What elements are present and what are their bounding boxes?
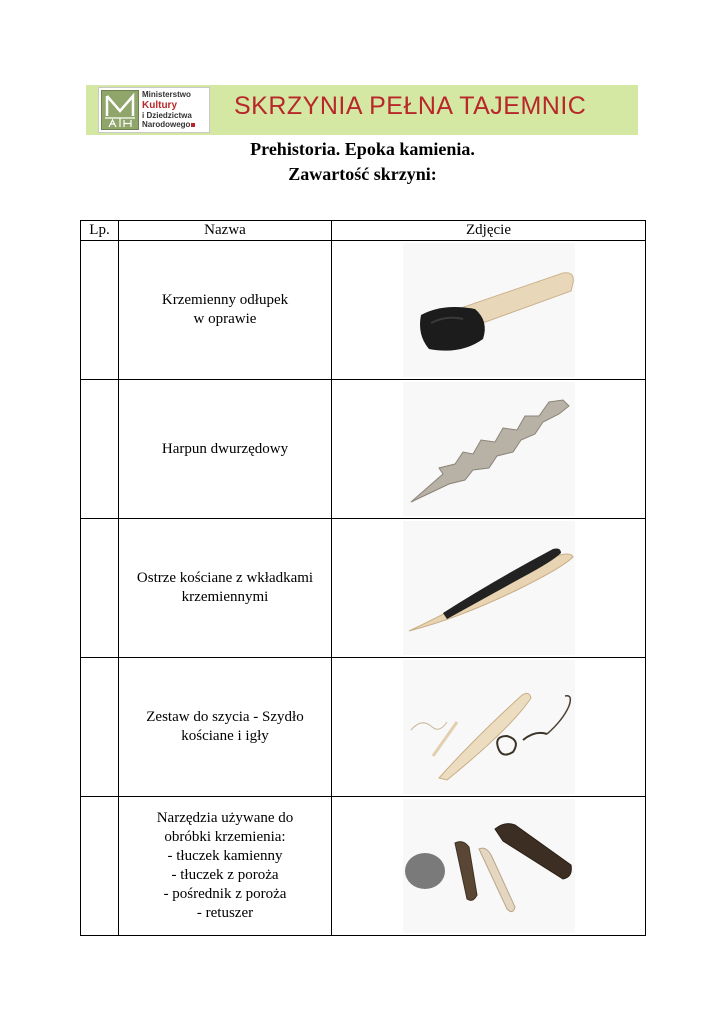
row-photo-cell <box>332 241 646 380</box>
row-lp <box>81 241 119 380</box>
row-lp <box>81 380 119 519</box>
row-name: Ostrze kościane z wkładkami krzemiennymi <box>119 519 332 658</box>
ministry-name <box>142 90 210 130</box>
logo-dot-icon <box>191 123 195 127</box>
banner-title: SKRZYNIA PEŁNA TAJEMNIC <box>234 92 587 120</box>
contents-table <box>80 220 646 936</box>
flint-flake-in-handle-photo <box>403 243 575 377</box>
row-photo-cell <box>332 519 646 658</box>
table-row <box>81 658 646 797</box>
row-photo-cell <box>332 380 646 519</box>
row-name: Narzędzia używane do obróbki krzemienia: - tłuczek kamienny - tłuczek z poroża - pośrednik z poroża - retuszer <box>119 797 332 936</box>
table-row <box>81 519 646 658</box>
page-title: Prehistoria. Epoka kamienia. <box>250 139 475 159</box>
harpoon-photo <box>403 382 575 516</box>
column-header-photo: Zdjęcie <box>332 221 646 241</box>
column-header-lp: Lp. <box>81 221 119 241</box>
sewing-kit-photo <box>403 660 575 794</box>
table-row <box>81 797 646 936</box>
ministry-logo <box>98 87 210 133</box>
table-header-row <box>81 221 646 241</box>
flint-knapping-tools-photo <box>403 799 575 933</box>
table-row <box>81 380 646 519</box>
column-header-name: Nazwa <box>119 221 332 241</box>
row-lp <box>81 519 119 658</box>
row-name: Zestaw do szycia - Szydło kościane i igły <box>119 658 332 797</box>
logo-line-2: Kultury <box>142 99 177 111</box>
logo-line-1: Ministerstwo <box>142 90 191 99</box>
bone-point-with-flint-inserts-photo <box>403 521 575 655</box>
header-banner <box>86 85 638 135</box>
row-lp <box>81 797 119 936</box>
row-name: Krzemienny odłupek w oprawie <box>119 241 332 380</box>
page-subtitle: Zawartość skrzyni: <box>288 164 437 184</box>
mkidn-emblem-icon <box>101 90 139 130</box>
row-name: Harpun dwurzędowy <box>119 380 332 519</box>
table-row <box>81 241 646 380</box>
row-lp <box>81 658 119 797</box>
logo-line-4: Narodowego <box>142 120 191 129</box>
row-photo-cell <box>332 797 646 936</box>
logo-line-3: i Dziedzictwa <box>142 110 192 120</box>
row-photo-cell <box>332 658 646 797</box>
